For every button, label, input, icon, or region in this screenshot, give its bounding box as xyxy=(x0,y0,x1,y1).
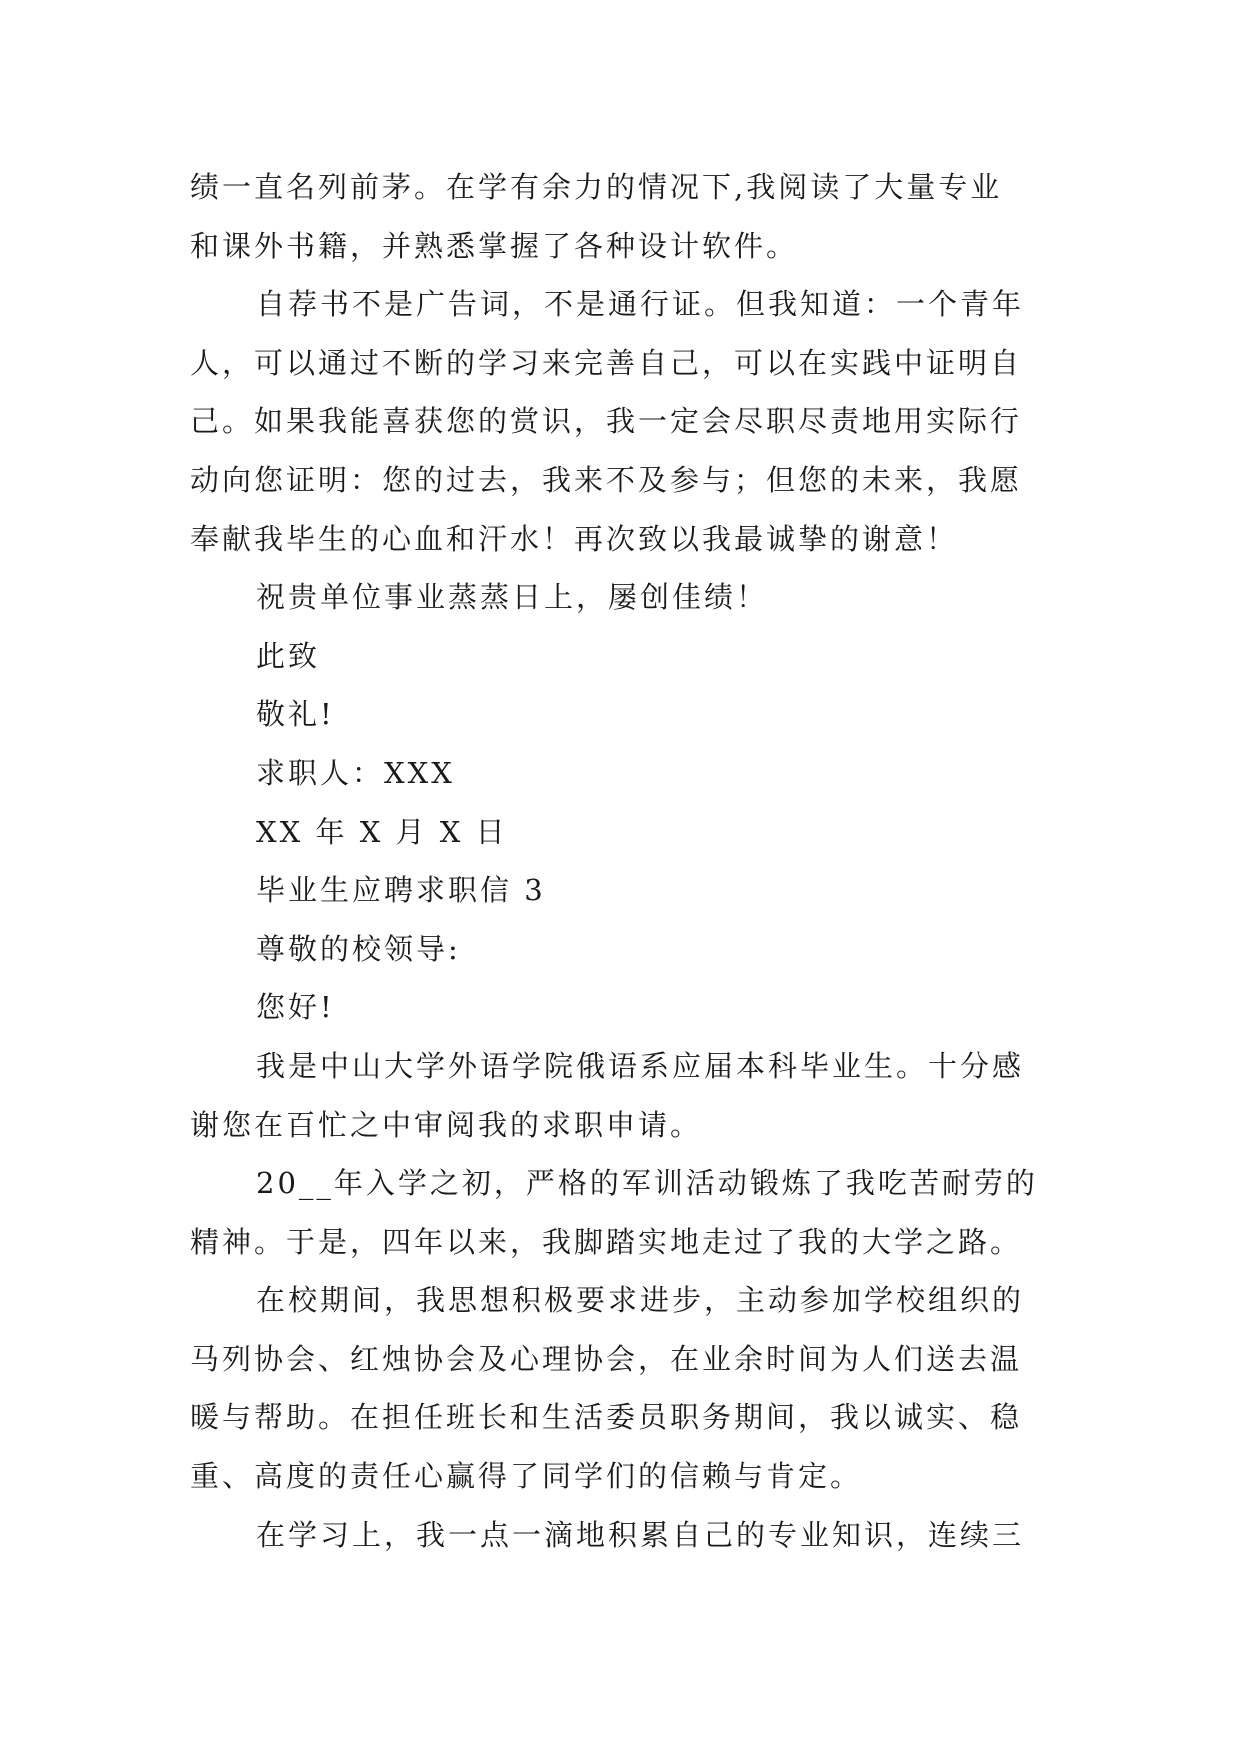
text-line: 人，可以通过不断的学习来完善自己，可以在实践中证明自 xyxy=(190,345,1023,380)
closing-line: 此致 xyxy=(256,638,321,673)
text-line: 马列协会、红烛协会及心理协会，在业余时间为人们送去温 xyxy=(190,1341,1023,1376)
text-line: 和课外书籍，并熟悉掌握了各种设计软件。 xyxy=(190,228,799,263)
text-line: 自荐书不是广告词，不是通行证。但我知道：一个青年 xyxy=(256,287,1025,322)
greeting-line: 祝贵单位事业蒸蒸日上，屡创佳绩！ xyxy=(256,580,769,615)
text-line: 我是中山大学外语学院俄语系应届本科毕业生。十分感 xyxy=(256,1048,1025,1083)
text-line: 暖与帮助。在担任班长和生活委员职务期间，我以诚实、稳 xyxy=(190,1400,1023,1435)
closing-line: 敬礼! xyxy=(256,697,335,732)
text-line: 在学习上，我一点一滴地积累自己的专业知识，连续三 xyxy=(256,1517,1025,1552)
text-line: 绩一直名列前茅。在学有余力的情况下,我阅读了大量专业 xyxy=(190,170,1003,204)
signature-line: 求职人：XXX xyxy=(256,755,455,790)
text-line: 谢您在百忙之中审阅我的求职申请。 xyxy=(190,1107,703,1142)
document-page xyxy=(190,158,1052,1564)
section-title: 毕业生应聘求职信 3 xyxy=(256,873,546,908)
text-line: 己。如果我能喜获您的赏识，我一定会尽职尽责地用实际行 xyxy=(190,404,1023,439)
text-line: 在校期间，我思想积极要求进步，主动参加学校组织的 xyxy=(256,1283,1025,1318)
text-line: 20__年入学之初，严格的军训活动锻炼了我吃苦耐劳的 xyxy=(256,1166,1038,1201)
text-line: 重、高度的责任心赢得了同学们的信赖与肯定。 xyxy=(190,1459,863,1494)
text-line: 动向您证明：您的过去，我来不及参与；但您的未来，我愿 xyxy=(190,462,1023,497)
text-line: 精神。于是，四年以来，我脚踏实地走过了我的大学之路。 xyxy=(190,1224,1023,1259)
date-line: XX 年 X 月 X 日 xyxy=(256,814,508,849)
salutation-line: 您好! xyxy=(256,990,335,1025)
salutation-line: 尊敬的校领导: xyxy=(256,931,461,966)
text-line: 奉献我毕生的心血和汗水！再次致以我最诚挚的谢意！ xyxy=(190,521,959,556)
